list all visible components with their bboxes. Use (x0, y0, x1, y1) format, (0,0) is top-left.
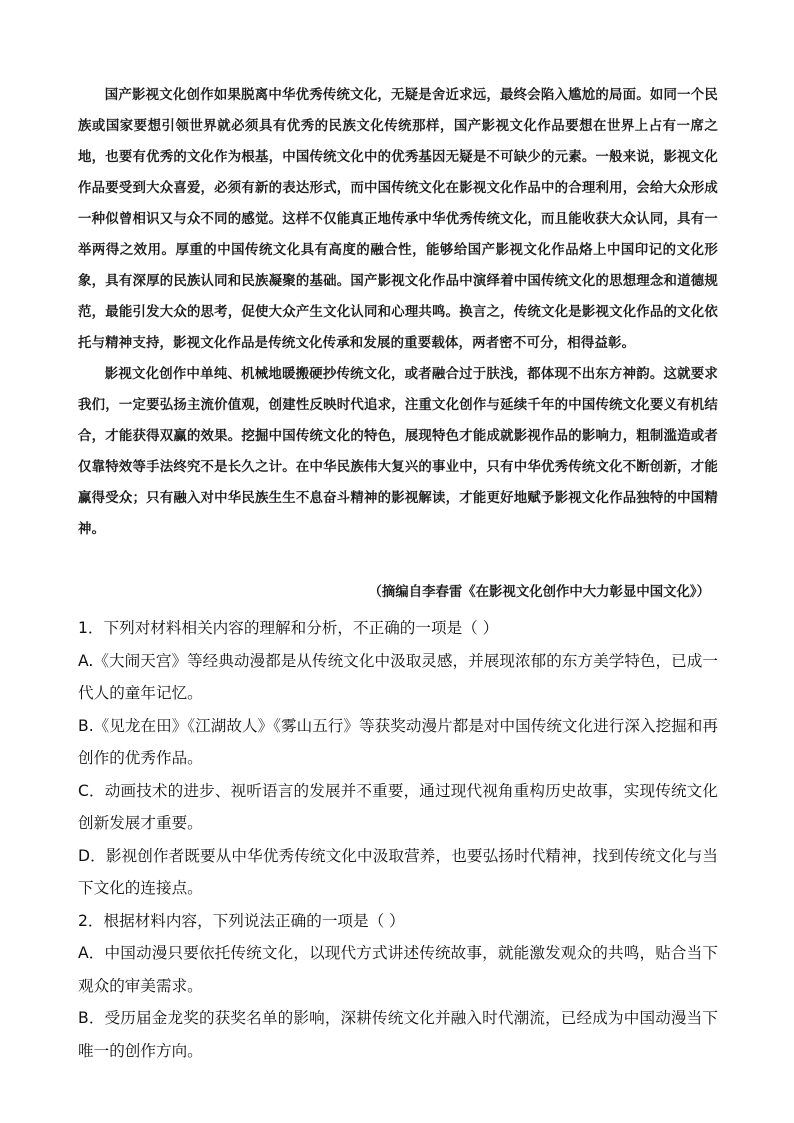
passage-source: （摘编自李春雷《在影视文化创作中大力彰显中国文化》） (368, 584, 710, 600)
question-1-option-d: D．影视创作者既要从中华优秀传统文化中汲取营养，也要弘扬时代精神，找到传统文化与当下文化的连接点。 (78, 846, 718, 897)
reading-passage (78, 80, 718, 545)
question-1 (78, 612, 718, 905)
question-2 (78, 905, 718, 1068)
question-2-option-b: B．受历届金龙奖的获奖名单的影响，深耕传统文化并融入时代潮流，已经成为中国动漫当下唯一的创作方向。 (78, 1009, 718, 1060)
passage-paragraph-1: 国产影视文化创作如果脱离中华优秀传统文化，无疑是舍近求远，最终会陷入尴尬的局面。如同一个民族或国家要想引领世界就必须具有优秀的民族文化传统那样，国产影视文化作品要想在世界上占有一席之地，也要有优秀的文化作为根基，中国传统文化中的优秀基因无疑是不可缺少的元素。一般来说，影视文化作品要受到大众喜爱，必须有新的表达形式，而中国传统文化在影视文化作品中的合理利用，会给大众形成一种似曾相识又与众不同的感觉。这样不仅能真正地传承中华优秀传统文化，而且能收获大众认同，具有一举两得之效用。厚重的中国传统文化具有高度的融合性，能够给国产影视文化作品烙上中国印记的文化形象，具有深厚的民族认同和民族凝聚的基础。国产影视文化作品中演绎着中国传统文化的思想理念和道德规范，最能引发大众的思考，促使大众产生文化认同和心理共鸣。换言之，传统文化是影视文化作品的文化依托与精神支持，影视文化作品是传统文化传承和发展的重要载体，两者密不可分，相得益彰。 (78, 87, 718, 351)
question-2-stem: 2．根据材料内容，下列说法正确的一项是（ ） (78, 911, 405, 930)
question-2-option-a: A．中国动漫只要依托传统文化，以现代方式讲述传统故事，就能激发观众的共鸣，贴合当下观众的审美需求。 (78, 944, 718, 995)
question-1-option-a: A.《大闹天宫》等经典动漫都是从传统文化中汲取灵感，并展现浓郁的东方美学特色，已成一代人的童年记忆。 (78, 651, 718, 702)
question-list (78, 612, 718, 1067)
question-1-option-b: B.《见龙在田》《江湖故人》《雾山五行》等获奖动漫片都是对中国传统文化进行深入挖掘和再创作的优秀作品。 (78, 716, 718, 767)
question-1-stem: 1．下列对材料相关内容的理解和分析，不正确的一项是（ ） (78, 619, 499, 637)
question-1-option-c: C．动画技术的进步、视听语言的发展并不重要，通过现代视角重构历史故事，实现传统文化创新发展才重要。 (78, 781, 718, 832)
passage-paragraph-2: 影视文化创作中单纯、机械地暖搬硬抄传统文化，或者融合过于肤浅，都体现不出东方神韵。这就要求我们，一定要弘扬主流价值观，创建性反映时代追求，注重文化创作与延续千年的中国传统文化要义有机结合，才能获得双赢的效果。挖掘中国传统文化的特色，展现特色才能成就影视作品的影响力，粗制滥造或者仅靠特效等手法终究不是长久之计。在中华民族伟大复兴的事业中，只有中华优秀传统文化不断创新，才能赢得受众；只有融入对中华民族生生不息奋斗精神的影视解读，才能更好地赋予影视文化作品独特的中国精神。 (78, 366, 718, 537)
